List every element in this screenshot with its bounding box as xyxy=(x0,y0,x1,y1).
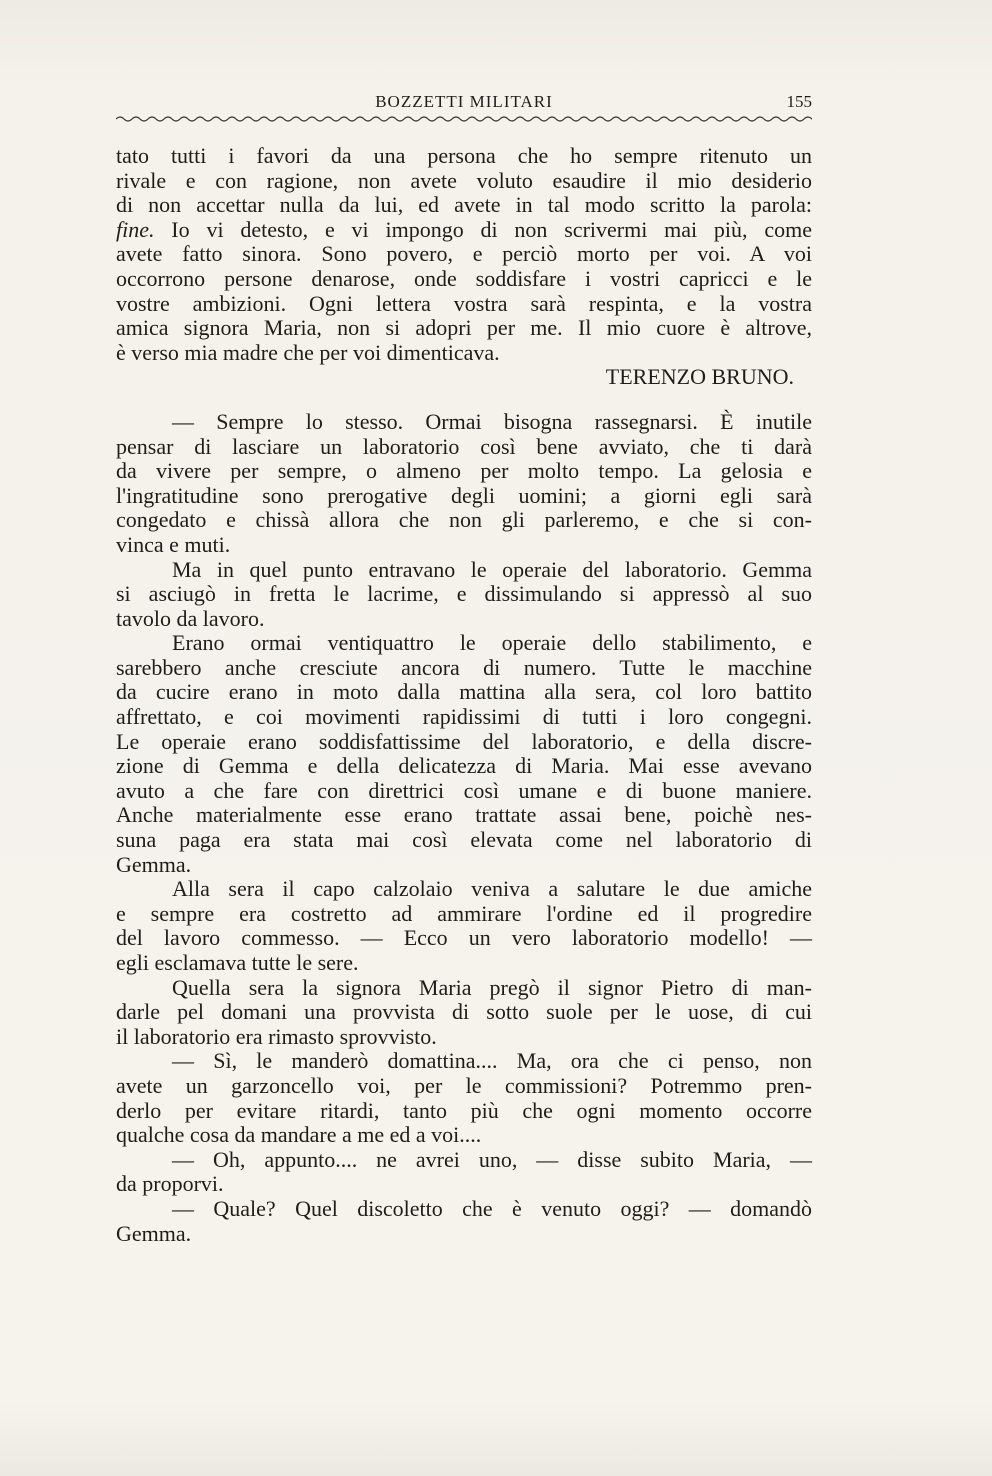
text-line: Anche materialmente esse erano trattate assai bene, poichè nes- xyxy=(116,802,812,828)
paragraph xyxy=(116,1197,812,1246)
text-line: e sempre era costretto ad ammirare l'ordine ed il progredire xyxy=(116,900,812,926)
text-line: egli esclamava tutte le sere. xyxy=(116,950,359,975)
page-number: 155 xyxy=(786,92,812,111)
signature: TERENZO BRUNO. xyxy=(605,364,794,390)
paragraph xyxy=(116,976,812,1050)
text-line: è verso mia madre che per voi dimenticava. xyxy=(116,339,500,365)
paragraph xyxy=(116,1148,812,1197)
paragraph xyxy=(116,558,812,632)
text-line: da vivere per sempre, o almeno per molto tempo. La gelosia e xyxy=(116,458,812,484)
text-line: Quella sera la signora Maria pregò il signor Pietro di man- xyxy=(172,974,812,1000)
text-line: — Sì, le manderò domattina.... Ma, ora che ci penso, non xyxy=(172,1048,812,1074)
text-line: tato tutti i favori da una persona che ho sempre ritenuto un xyxy=(116,143,812,168)
text-line: affrettato, e coi movimenti rapidissimi di tutti i loro congegni. xyxy=(116,704,812,730)
text-line: tavolo da lavoro. xyxy=(116,605,265,631)
paragraph xyxy=(116,1049,812,1147)
text-line: darle pel domani una provvista di sotto suole per le uose, di cui xyxy=(116,999,812,1025)
text-line: Gemma. xyxy=(116,851,192,877)
text-line: l'ingratitudine sono prerogative degli uomini; a giorni egli sarà xyxy=(116,482,812,508)
paragraph xyxy=(116,877,812,975)
text-line: — Sempre lo stesso. Ormai bisogna rassegnarsi. È inutile xyxy=(172,408,812,434)
page-header xyxy=(116,92,812,126)
text-line: il laboratorio era rimasto sprovvisto. xyxy=(116,1023,437,1049)
section-gap xyxy=(116,390,812,410)
paragraph xyxy=(116,410,812,558)
text-line: occorrono persone denarose, onde soddisfare i vostri capricci e le xyxy=(116,265,812,291)
running-head: BOZZETTI MILITARI xyxy=(375,92,553,111)
text-line: da cucire erano in moto dalla mattina alla sera, col loro battito xyxy=(116,679,812,705)
wavy-rule-ornament xyxy=(116,114,812,124)
text-line: da proporvi. xyxy=(116,1171,224,1197)
text-line: derlo per evitare ritardi, tanto più che ogni momento occorre xyxy=(116,1097,812,1123)
text-line: amica signora Maria, non si adopri per me. Il mio cuore è altrove, xyxy=(116,315,812,341)
text-line: Le operaie erano soddisfattissime del laboratorio, e della discre- xyxy=(116,728,812,754)
text-line: avuto a che fare con direttrici così umane e di buone maniere. xyxy=(116,777,812,803)
text-line: — Oh, appunto.... ne avrei uno, — disse subito Maria, — xyxy=(172,1146,812,1172)
text-line: del lavoro commesso. — Ecco un vero laboratorio modello! — xyxy=(116,925,812,951)
text-line: congedato e chissà allora che non gli parleremo, e che si con- xyxy=(116,507,812,533)
text-line: zione di Gemma e della delicatezza di Maria. Mai esse avevano xyxy=(116,753,812,779)
text-line: Erano ormai ventiquattro le operaie dello stabilimento, e xyxy=(172,630,812,656)
paragraph xyxy=(116,631,812,877)
text-line: vostre ambizioni. Ogni lettera vostra sarà respinta, e la vostra xyxy=(116,290,812,316)
text-line: qualche cosa da mandare a me ed a voi.... xyxy=(116,1122,482,1148)
text-line: sarebbero anche cresciute ancora di numero. Tutte le macchine xyxy=(116,654,812,680)
body-text xyxy=(116,144,812,1246)
text-line: avete un garzoncello voi, per le commissioni? Potremmo pren- xyxy=(116,1072,812,1098)
text-line: Alla sera il capo calzolaio veniva a salutare le due amiche xyxy=(172,876,812,902)
text-line: fine. Io vi detesto, e vi impongo di non scrivermi mai più, come xyxy=(116,216,812,242)
text-line: si asciugò in fretta le lacrime, e dissimulando si appressò al suo xyxy=(116,581,812,607)
text-line: rivale e con ragione, non avete voluto esaudire il mio desiderio xyxy=(116,167,812,193)
italic-word: fine. xyxy=(116,216,155,242)
text-line: di non accettar nulla da lui, ed avete in tal modo scritto la parola: xyxy=(116,192,812,218)
text-line: avete fatto sinora. Sono povero, e perciò morto per voi. A voi xyxy=(116,241,812,267)
text-line: — Quale? Quel discoletto che è venuto oggi? — domandò xyxy=(172,1195,812,1221)
text-line: Gemma. xyxy=(116,1220,192,1246)
text-line: Ma in quel punto entravano le operaie del laboratorio. Gemma xyxy=(172,556,812,582)
text-line: vinca e muti. xyxy=(116,531,231,557)
letter-block xyxy=(116,144,812,390)
text-line: suna paga era stata mai così elevata come nel laboratorio di xyxy=(116,827,812,853)
text-line: pensar di lasciare un laboratorio così bene avviato, che ti darà xyxy=(116,433,812,459)
